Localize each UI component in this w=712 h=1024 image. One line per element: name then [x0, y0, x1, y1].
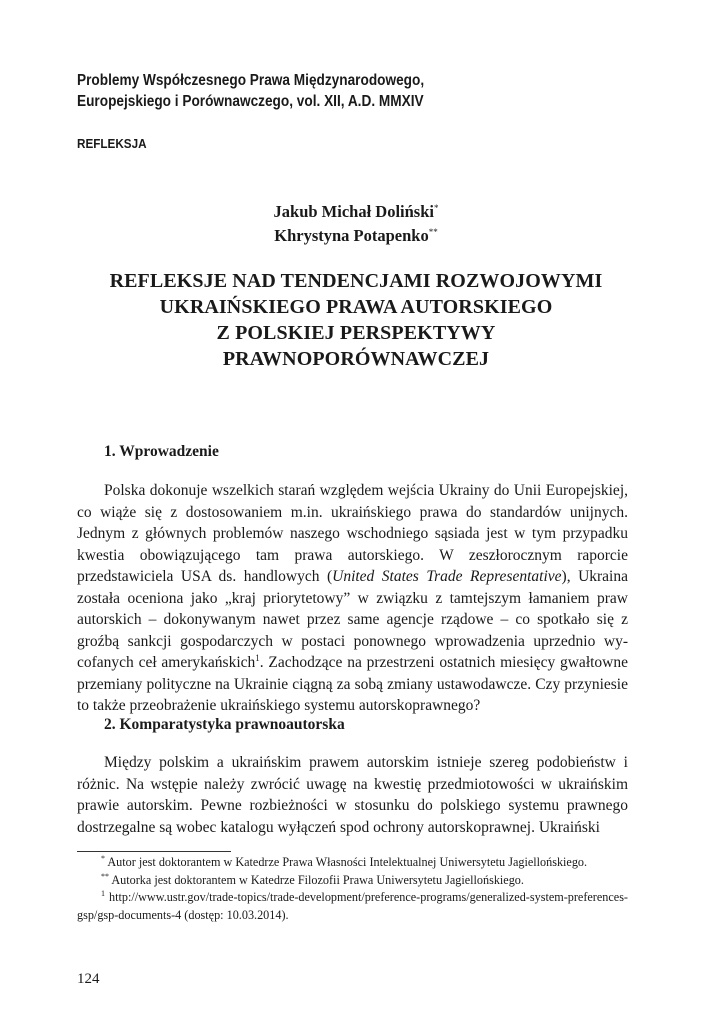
- title-line: PRAWNOPORÓWNAWCZEJ: [222, 348, 490, 370]
- section-heading-introduction: 1. Wprowadzenie: [104, 443, 219, 460]
- paragraph: Między polskim a ukraińskim prawem autorskim istnieje szereg podobieństw i różnic. Na wstępie należy zwrócić uwagę na kwestię przedmiotowości w ukraińskim prawie autorskim. Pewne rozbieżności w stosunku do polskiego systemu prawnego dostrzegalne są wobec katalogu wyłączeń spod ochrony autorskoprawnej. Ukraiński: [77, 754, 628, 836]
- footnote: ** Autorka jest doktorantem w Katedrze Filozofii Prawa Uniwersytetu Jagiellońskiego.: [101, 871, 524, 887]
- title-line: REFLEKSJE NAD TENDENCJAMI ROZWOJOWYMI: [109, 270, 603, 292]
- title-line: Z POLSKIEJ PERSPEKTYWY: [216, 322, 496, 344]
- journal-header: [77, 70, 570, 112]
- comparative-paragraph: [77, 752, 628, 838]
- italic-term: United States Trade Representative: [332, 568, 562, 585]
- footnote-mark: **: [101, 871, 109, 881]
- section-heading-comparative: 2. Komparatystyka prawnoautorska: [104, 716, 345, 733]
- author-footnote-mark: **: [428, 227, 438, 237]
- paragraph: Polska dokonuje wszelkich starań względem wejścia Ukrainy do Unii Europejskiej, co wiąże się z dostosowaniem m.in. ukraińskiego prawa do standardów unijnych. Jednym z głównych problemów naszego wschodniego sąsiada jest w tym przypadku kwestia obowiązującego tam prawa autorskiego. W zeszłorocznym raporcie przedstawiciela USA ds. handlowych (United States Trade Representative), Ukraina została oceniona jako „kraj priorytetowy” w związku z tamtejszym łamaniem praw autorskich – dokonywanym nawet przez same agencje rządowe – co spotkało się z groźbą sankcji gospodarczych w postaci ponownego wprowadzenia uprzednio wycofanych ceł amerykańskich$^1$. Zachodzące na przestrzeni ostatnich miesięcy gwałtowne przemiany polityczne na Ukrainie ciągną za sobą zmiany ustawodawcze. Czy przyniesie to także przeobrażenie ukraińskiego systemu autorskoprawnego?: [77, 482, 628, 714]
- author-name: Jakub Michał Doliński: [273, 202, 434, 221]
- authors-block: [0, 200, 712, 248]
- author-2: [0, 224, 712, 248]
- title-line: UKRAIŃSKIEGO PRAWA AUTORSKIEGO: [159, 296, 553, 318]
- introduction-paragraph: [77, 480, 628, 717]
- author-footnote-mark: *: [433, 203, 439, 213]
- footnote-separator: [77, 851, 231, 852]
- page-number: 124: [77, 971, 100, 987]
- footnote: * Autor jest doktorantem w Katedrze Prawa Własności Intelektualnej Uniwersytetu Jagiellońskiego.: [101, 854, 588, 869]
- footnote-mark: *: [101, 854, 105, 863]
- author-1: [0, 200, 712, 224]
- journal-title-line-2: Europejskiego i Porównawczego, vol. XII, A.D. MMXIV: [77, 93, 424, 110]
- footnotes: [77, 854, 628, 924]
- section-label: REFLEKSJA: [77, 136, 147, 151]
- footnote-mark: 1: [101, 889, 105, 898]
- article-title: [0, 268, 712, 372]
- author-name: Khrystyna Potapenko: [274, 226, 429, 245]
- journal-title-line-1: Problemy Współczesnego Prawa Międzynarodowego,: [77, 72, 425, 89]
- footnote-ref: 1: [255, 653, 260, 663]
- footnote: $^1$ http://www.ustr.gov/trade-topics/trade-development/preference-programs/generalized-system-preferences-gsp/gsp-documents-4 (dostęp: 10.03.2014).: [77, 889, 628, 922]
